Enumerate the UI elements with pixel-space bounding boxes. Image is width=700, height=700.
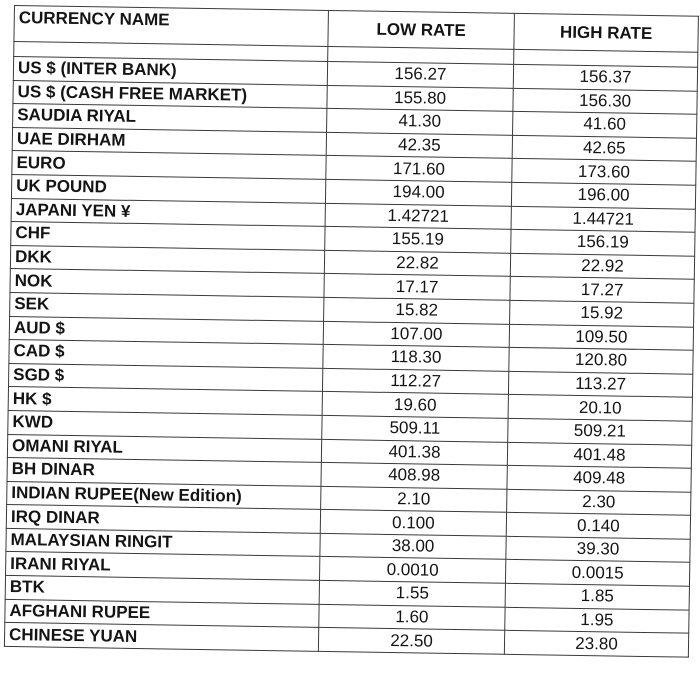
high-rate-cell: 156.19 [511,229,695,255]
high-rate-cell: 196.00 [511,182,695,208]
currency-name-cell: US $ (CASH FREE MARKET) [13,80,327,109]
high-rate-cell: 0.0015 [505,560,689,586]
high-rate-cell: 509.21 [508,418,692,444]
high-rate-cell: 15.92 [510,300,694,326]
high-rate-cell: 1.95 [505,607,689,633]
low-rate-cell: 22.50 [318,628,504,655]
currency-name-cell: SAUDIA RIYAL [13,104,327,133]
high-rate-cell: 17.27 [510,277,694,303]
currency-name-cell: AFGHANI RUPEE [5,599,319,628]
currency-name-cell: BTK [5,575,319,604]
low-rate-cell: 171.60 [326,156,512,183]
currency-name-cell: DKK [10,245,324,274]
currency-name-cell: US $ (INTER BANK) [13,57,327,86]
high-rate-cell: 2.30 [507,489,691,515]
currency-name-cell: BH DINAR [7,458,321,487]
high-rate-cell: 156.37 [513,64,697,90]
currency-name-cell: SEK [10,292,324,321]
low-rate-cell: 155.19 [325,227,511,254]
currency-name-cell: SGD $ [9,363,323,392]
currency-name-cell: CHINESE YUAN [4,623,318,652]
low-rate-cell: 509.11 [322,415,508,442]
currency-name-cell: HK $ [8,387,322,416]
low-rate-cell: 19.60 [322,392,508,419]
column-header-low-rate: LOW RATE [328,10,515,49]
low-rate-cell: 401.38 [321,439,507,466]
currency-name-cell: IRQ DINAR [6,505,320,534]
low-rate-cell: 194.00 [325,179,511,206]
low-rate-cell: 2.10 [321,486,507,513]
high-rate-cell: 156.30 [513,88,697,114]
low-rate-cell: 17.17 [324,274,510,301]
low-rate-cell: 22.82 [324,250,510,277]
currency-name-cell: EURO [12,151,326,180]
currency-name-cell: KWD [8,410,322,439]
low-rate-cell: 408.98 [321,462,507,489]
high-rate-cell: 42.65 [512,135,696,161]
currency-name-cell: OMANI RIYAL [7,434,321,463]
rate-sheet [4,5,698,658]
high-rate-cell: 1.44721 [511,206,695,232]
high-rate-cell: 39.30 [506,536,690,562]
low-rate-cell: 38.00 [320,533,506,560]
high-rate-cell: 1.85 [505,583,689,609]
currency-name-cell: UK POUND [11,174,325,203]
currency-name-cell: JAPANI YEN ¥ [11,198,325,227]
low-rate-cell: 1.55 [319,580,505,607]
low-rate-cell: 1.42721 [325,203,511,230]
high-rate-cell: 401.48 [507,442,691,468]
high-rate-cell: 0.140 [506,513,690,539]
high-rate-cell: 22.92 [510,253,694,279]
high-rate-cell: 41.60 [513,112,697,138]
high-rate-cell: 109.50 [509,324,693,350]
column-header-high-rate: HIGH RATE [514,13,699,52]
currency-name-cell: CAD $ [9,340,323,369]
high-rate-cell: 113.27 [508,371,692,397]
low-rate-cell: 156.27 [327,61,513,88]
currency-name-cell: UAE DIRHAM [12,127,326,156]
column-header-currency-name: CURRENCY NAME [14,6,329,47]
high-rate-cell: 20.10 [508,395,692,421]
currency-name-cell: CHF [11,222,325,251]
low-rate-cell: 41.30 [327,109,513,136]
low-rate-cell: 118.30 [323,345,509,372]
low-rate-cell: 42.35 [326,132,512,159]
low-rate-cell: 1.60 [319,604,505,631]
high-rate-cell: 23.80 [504,631,688,657]
low-rate-cell: 112.27 [322,368,508,395]
low-rate-cell: 0.100 [320,510,506,537]
currency-name-cell: MALAYSIAN RINGIT [6,528,320,557]
currency-rate-table [4,5,699,658]
low-rate-cell: 107.00 [323,321,509,348]
currency-name-cell: AUD $ [9,316,323,345]
low-rate-cell: 15.82 [324,297,510,324]
low-rate-cell: 155.80 [327,85,513,112]
low-rate-cell: 0.0010 [319,557,505,584]
high-rate-cell: 173.60 [512,159,696,185]
currency-name-cell: INDIAN RUPEE(New Edition) [7,481,321,510]
high-rate-cell: 120.80 [509,347,693,373]
table-body [4,42,697,658]
currency-name-cell: IRANI RIYAL [6,552,320,581]
high-rate-cell: 409.48 [507,465,691,491]
currency-name-cell: NOK [10,269,324,298]
